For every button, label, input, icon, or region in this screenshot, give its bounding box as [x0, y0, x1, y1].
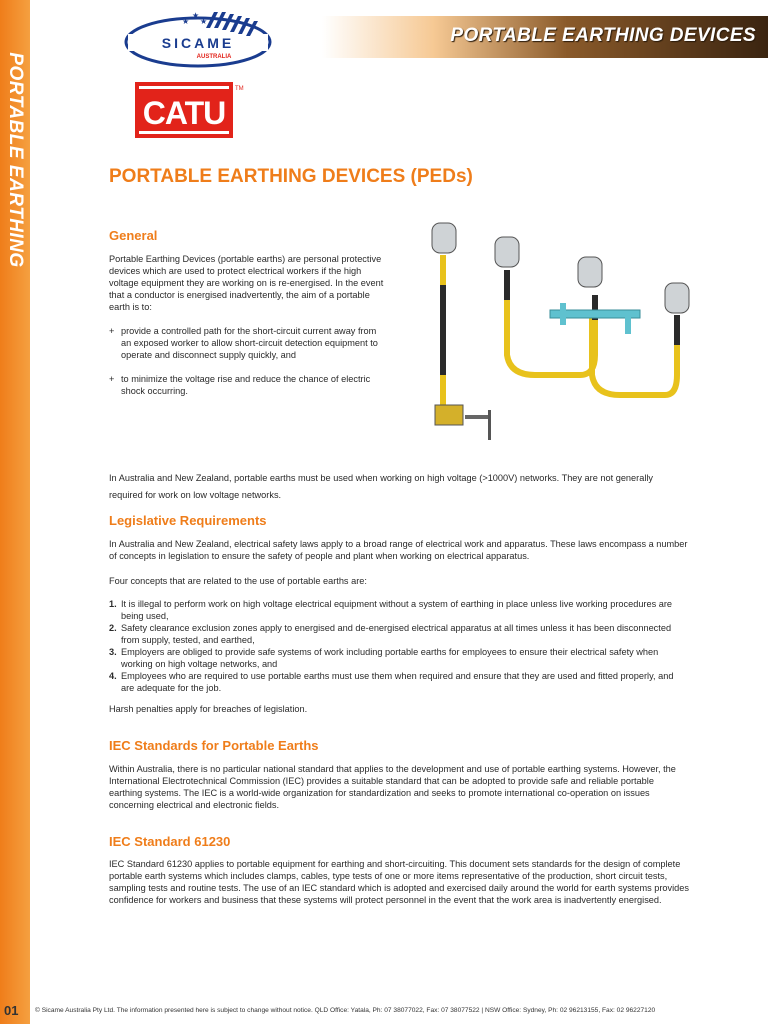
header-title: PORTABLE EARTHING DEVICES — [450, 25, 756, 46]
catu-logo — [135, 80, 245, 140]
list-text: Safety clearance exclusion zones apply to energised and de-energised electrical apparatus at all times unless it has been disconnected from supply, tested, and earthed, — [121, 623, 672, 645]
sicame-logo-subtext: AUSTRALIA — [196, 54, 232, 60]
legislative-closing: Harsh penalties apply for breaches of legislation. — [109, 704, 308, 714]
page-number: 01 — [4, 1003, 19, 1018]
general-heading: General — [109, 228, 158, 243]
svg-text:★: ★ — [200, 17, 208, 26]
list-item — [109, 622, 681, 646]
bullet-text: provide a controlled path for the short-circuit current away from an exposed worker to allow short-circuit detection equipment to operate and disconnect supply quickly, and — [121, 326, 378, 360]
side-banner-title: PORTABLE EARTHING — [5, 52, 26, 268]
list-item — [109, 670, 681, 694]
page-title: PORTABLE EARTHING DEVICES (PEDs) — [109, 166, 473, 187]
iec-heading: IEC Standards for Portable Earths — [109, 738, 319, 753]
list-item — [109, 598, 681, 622]
list-text: Employees who are required to use portable earths must use them when required and ensure that they are used and fitted properly, and are adequate for the job. — [121, 671, 674, 693]
nz-note: In Australia and New Zealand, portable earths must be used when working on high voltage (>1000V) networks. They are not generally required for work on low voltage networks. — [109, 473, 653, 500]
bullet-symbol: + — [109, 374, 115, 384]
iec-para: Within Australia, there is no particular national standard that applies to the development and use of portable earthing systems. However, the International Electrotechnical Commission (IEC) provides a suitable standard that can be adopted to provide safe and reliable portable earthing systems. The IEC is a world-wide organization for standardization and seeks to promote international co-operation on issues concerning electrical and electronic fields. — [109, 764, 676, 810]
list-num: 2. — [109, 623, 117, 633]
footer-text: © Sicame Australia Pty Ltd. The information presented here is subject to change without notice. QLD Office: Yatala, Ph: 07 38077022, Fax: 07 38077522 | NSW Office: Sydney, Ph: 02 96213155, Fax: 02 96227120 — [35, 1007, 656, 1014]
svg-text:★: ★ — [192, 11, 200, 20]
list-num: 3. — [109, 647, 117, 657]
side-banner — [0, 0, 30, 1024]
legislative-intro: Four concepts that are related to the use of portable earths are: — [109, 576, 367, 586]
general-bullet-1 — [109, 325, 389, 361]
sicame-logo — [122, 8, 274, 70]
catu-tm: TM — [235, 86, 244, 92]
general-bullet-2 — [109, 373, 389, 397]
list-item — [109, 646, 681, 670]
bullet-symbol: + — [109, 326, 115, 336]
bullet-text: to minimize the voltage rise and reduce the chance of electric shock occurring. — [121, 374, 371, 396]
catu-logo-text: CATU — [142, 95, 226, 131]
portable-earth-product-image — [420, 215, 695, 460]
list-text: It is illegal to perform work on high voltage electrical equipment without a system of earthing in place unless live working procedures are being used, — [121, 599, 673, 621]
header-band — [322, 16, 768, 58]
general-intro: Portable Earthing Devices (portable earths) are personal protective devices which are used to protect electrical workers if the high voltage equipment they are working on is re-energised. In the event that a conductor is energised inadvertently, the aim of a portable earth is to: — [109, 254, 384, 312]
sicame-logo-text: SICAME — [161, 35, 235, 51]
legislative-list — [109, 598, 681, 694]
legislative-heading: Legislative Requirements — [109, 513, 267, 528]
iec61230-heading: IEC Standard 61230 — [109, 834, 231, 849]
general-section — [109, 253, 389, 397]
list-num: 4. — [109, 671, 117, 681]
list-text: Employers are obliged to provide safe systems of work including portable earths for employees to ensure their electrical safety when working on high voltage networks, and — [121, 647, 659, 669]
legislative-para: In Australia and New Zealand, electrical safety laws apply to a broad range of electrical work and apparatus. These laws encompass a number of concepts in legislation to ensure the safety of people and plant when working on electrical apparatus. — [109, 539, 688, 561]
list-num: 1. — [109, 599, 117, 609]
svg-text:★: ★ — [182, 17, 190, 26]
iec61230-para: IEC Standard 61230 applies to portable equipment for earthing and short-circuiting. This document sets standards for the design of complete portable earth systems which includes clamps, cables, type tests of one or more items representative of the production, short circuit tests, sampling tests and routine tests. The use of an IEC standard which is adopted and exercised daily around the world for earth systems provides confidence for workers and business that these systems will protect personnel in the event that the work area is inadvertently energised. — [109, 859, 689, 905]
